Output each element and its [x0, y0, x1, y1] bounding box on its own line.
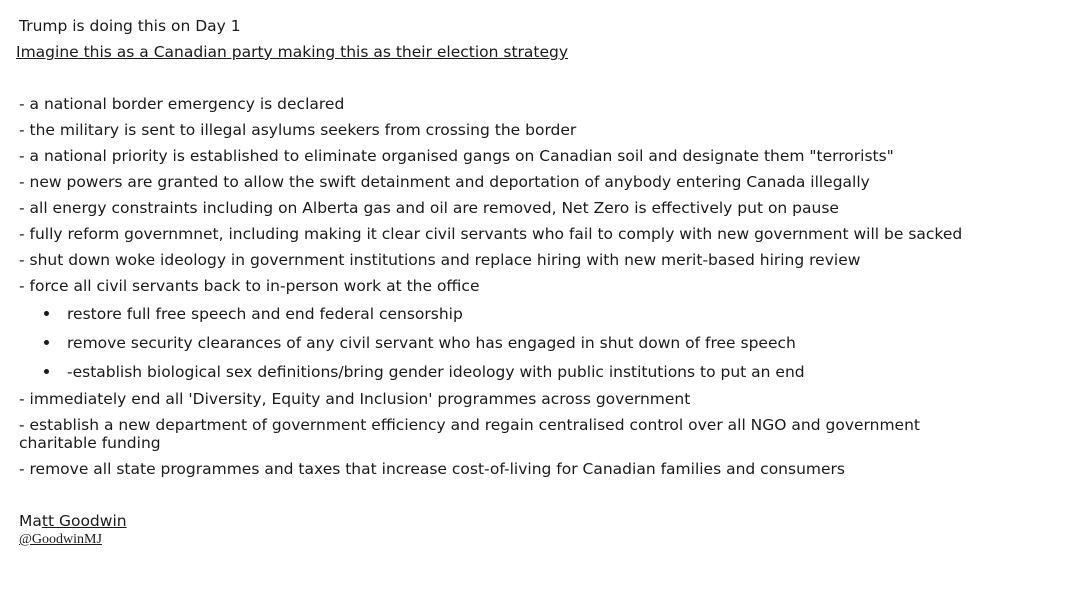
bullet-dot-icon [44, 311, 49, 316]
list-item: - a national priority is established to eliminate organised gangs on Canadian soil and designate them "terrorists" [19, 147, 894, 165]
bullet-item: restore full free speech and end federal censorship [67, 305, 463, 323]
author-name-rest: tt Goodwin [41, 512, 127, 530]
list-item: - shut down woke ideology in government institutions and replace hiring with new merit-based hiring review [19, 251, 861, 269]
list-item: - a national border emergency is declared [19, 95, 345, 113]
bullet-item: remove security clearances of any civil servant who has engaged in shut down of free speech [67, 334, 796, 352]
bullet-dot-icon [44, 340, 49, 345]
list-item: - immediately end all 'Diversity, Equity and Inclusion' programmes across government [19, 390, 691, 408]
list-item: - force all civil servants back to in-person work at the office [19, 277, 480, 295]
list-item: - the military is sent to illegal asylums seekers from crossing the border [19, 121, 577, 139]
list-item: - establish a new department of government efficiency and regain centralised control over all NGO and government charitable funding [19, 416, 920, 452]
author-name-prefix: Ma [19, 512, 42, 530]
bullet-item: -establish biological sex definitions/bring gender ideology with public institutions to put an end [67, 363, 805, 381]
author-handle[interactable]: @GoodwinMJ [19, 532, 102, 547]
bullet-dot-icon [44, 369, 49, 374]
headline: Trump is doing this on Day 1 [19, 17, 241, 35]
list-item: - all energy constraints including on Alberta gas and oil are removed, Net Zero is effectively put on pause [19, 199, 839, 217]
list-item: - remove all state programmes and taxes that increase cost-of-living for Canadian families and consumers [19, 460, 845, 478]
list-item: - new powers are granted to allow the swift detainment and deportation of anybody entering Canada illegally [19, 173, 870, 191]
subheadline: Imagine this as a Canadian party making this as their election strategy [16, 43, 569, 61]
list-item: - fully reform governmnet, including making it clear civil servants who fail to comply with new government will be sacked [19, 225, 963, 243]
author-name [19, 512, 127, 530]
